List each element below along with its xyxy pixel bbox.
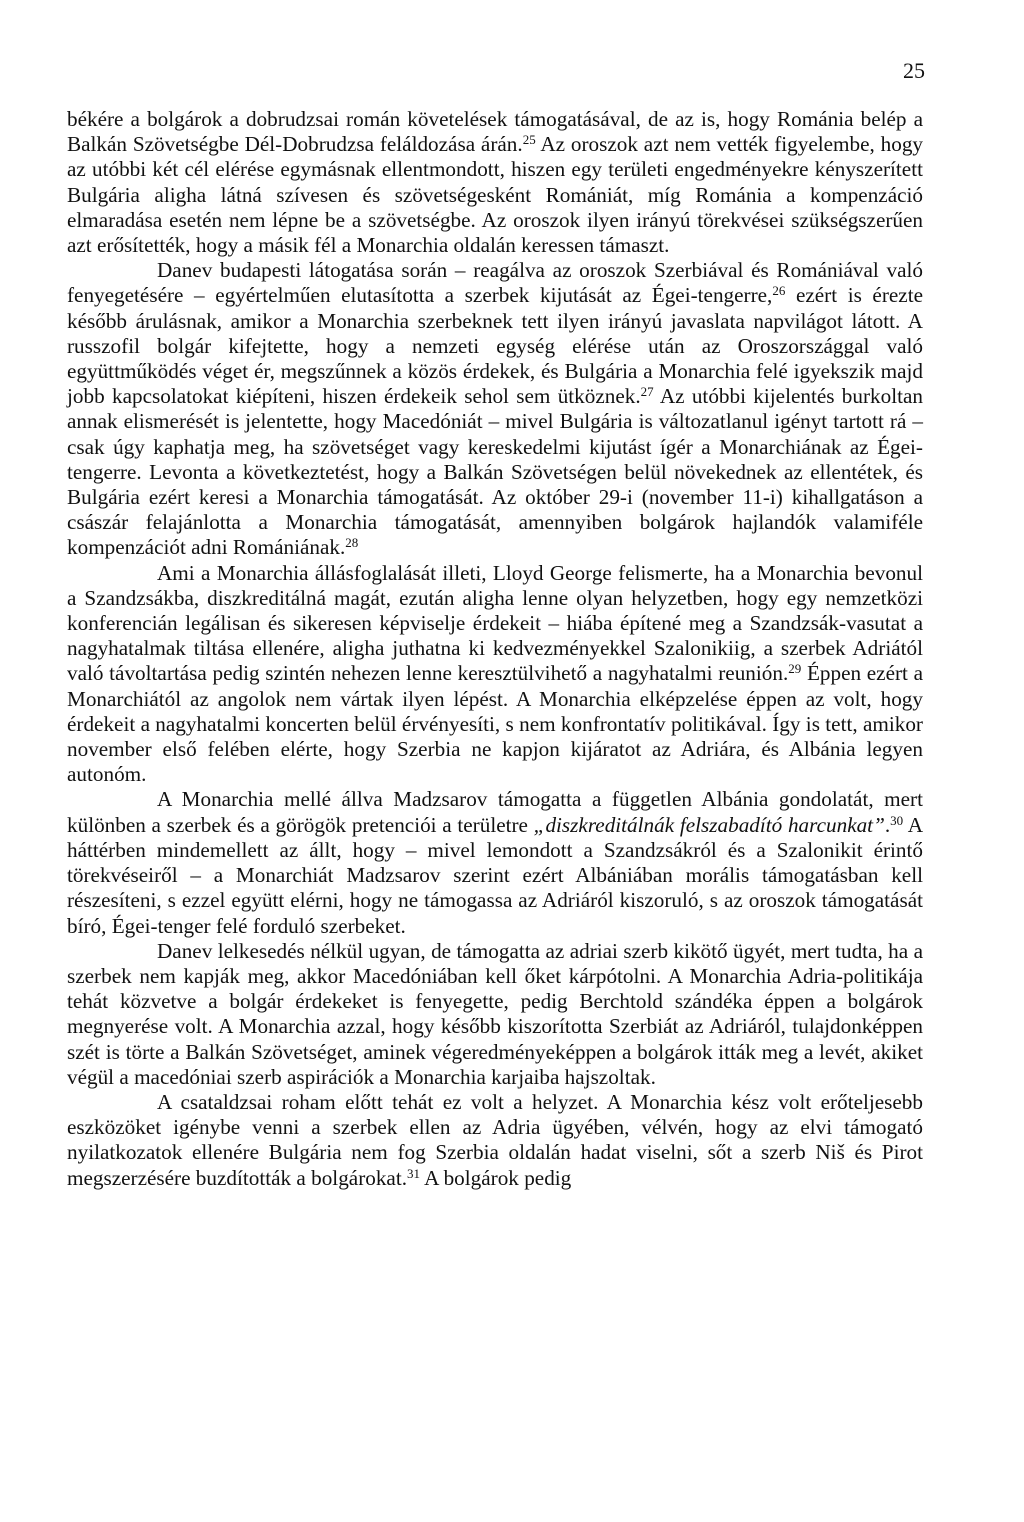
text-run: békére a bolgárok a dobrudzsai román követelések támogatásával, de az is, hogy Románia belép a Balkán Szövetségbe Dél-Dobrudzsa feláldozása árán. [67, 107, 923, 157]
text-run: A bolgárok pedig [420, 1165, 572, 1190]
paragraph [67, 561, 923, 788]
text-run: . [884, 812, 891, 837]
paragraph [67, 939, 923, 1090]
footnote-reference: 27 [640, 384, 654, 400]
text-run: Az oroszok azt nem vették figyelembe, hogy az utóbbi két cél elérése egymásnak ellentmondott, hiszen egy területi engedményekre kényszerített Bulgária aligha látná szívesen és szövetségesként Romániát, míg Románia a kompenzáció elmaradása esetén nem lépne be a szövetségbe. Az oroszok ilyen irányú törekvései szükségszerűen azt erősítették, hogy a másik fél a Monarchia oldalán keressen támaszt. [67, 132, 924, 258]
text-run: A Monarchia mellé állva Madzsarov támogatta a független Albánia gondolatát, mert különben a szerbek és a görögök pretenciói a területre [67, 787, 923, 837]
text-run: ezért is érezte később árulásnak, amikor a Monarchia szerbeknek tett ilyen irányú javaslata napvilágot látott. A russzofil bolgár kifejtette, hogy a nemzeti egység elérése után az Oroszországgal való együttműködés véget ér, megszűnnek a közös érdekek, és Bulgária a Monarchia felé igyekszik majd jobb kapcsolatokat kiépíteni, hiszen érdekeik sehol sem ütköznek. [67, 283, 923, 409]
footnote-reference: 29 [788, 661, 802, 677]
footnote-reference: 31 [407, 1165, 421, 1181]
italic-quote: „diszkreditálnák felszabadító harcunkat” [533, 812, 885, 837]
text-run: Danev lelkesedés nélkül ugyan, de támogatta az adriai szerb kikötő ügyét, mert tudta, ha a szerbek nem kapják meg, akkor Macedóniában kell őket kárpótolni. A Monarchia Adria-politikája tehát közvetve a bolgár érdekeket is fenyegette, pedig Berchtold szándéka éppen a bolgárok megnyerése volt. A Monarchia azzal, hogy később kiszorította Szerbiát az Adriáról, tulajdonképpen szét is törte a Balkán Szövetséget, aminek végeredményeképpen a bolgárok itták meg a levét, akiket végül a macedóniai szerb aspirációk a Monarchia karjaiba hajszoltak. [67, 938, 923, 1089]
paragraph [67, 107, 923, 258]
text-run: A csataldzsai roham előtt tehát ez volt a helyzet. A Monarchia kész volt erőteljesebb eszközöket igénybe venni a szerbek ellen az Adria ügyében, vélvén, hogy az elvi támogató nyilatkozatok ellenére Bulgária nem fog Szerbia oldalán hadat viselni, sőt a szerb Niš és Pirot megszerzésére buzdították a bolgárokat. [67, 1089, 923, 1190]
text-run: Ami a Monarchia állásfoglalását illeti, Lloyd George felismerte, ha a Monarchia bevonul a Szandzsákba, diszkreditálná magát, ezután aligha lenne olyan helyzetben, hogy egy nemzetközi konferencián legálisan és sikeresen képviselje érdekeit – hiába építené meg a Szandzsák-vasutat a nagyhatalmak tiltása ellenére, aligha juthatna ki kedvezményekkel Szalonikiig, a szerbek Adriától való távoltartása pedig szintén nehezen lenne keresztülvihető a nagyhatalmi reunión. [67, 560, 923, 686]
footnote-reference: 26 [772, 283, 786, 299]
page-number: 25 [903, 58, 925, 83]
paragraph [67, 787, 923, 938]
paragraph [67, 258, 923, 560]
text-run: Az utóbbi kijelentés burkoltan annak elismerését is jelentette, hogy Macedóniát – mivel Bulgária is változatlanul igényt tartott rá – csak úgy kaphatja meg, ha szövetséget vagy kereskedelmi kijutást ígér a Monarchiának az Égei-tengerre. Levonta a következtetést, hogy a Balkán Szövetségen belül növekednek az ellentétek, és Bulgária ezért keresi a Monarchia támogatását. Az október 29-i (november 11-i) kihallgatáson a császár felajánlotta a Monarchia támogatását, amennyiben bolgárok hajlandók valamiféle kompenzációt adni Romániának. [67, 384, 924, 560]
footnote-reference: 28 [345, 535, 359, 551]
text-run: Danev budapesti látogatása során – reagálva az oroszok Szerbiával és Romániával való fenyegetésére – egyértelműen elutasította a szerbek kijutását az Égei-tengerre, [67, 258, 923, 308]
footnote-reference: 25 [522, 132, 536, 148]
footnote-reference: 30 [890, 812, 904, 828]
text-run: Éppen ezért a Monarchiától az angolok nem vártak ilyen lépést. A Monarchia elképzelése éppen az volt, hogy érdekeit a nagyhatalmi koncerten belül érvényesíti, s nem konfrontatív politikával. Így is tett, amikor november első felében elérte, hogy Szerbia ne kapjon kijáratot az Adriára, és Albánia legyen autonóm. [67, 661, 924, 787]
paragraph [67, 1090, 923, 1191]
body-text [67, 107, 923, 1191]
text-run: A háttérben mindemellett az állt, hogy – mivel lemondott a Szandzsákról és a Szalonikit érintő törekvéseiről – a Monarchiát Madzsarov szerint ezért Albániában morális támogatásban kell részesíteni, s ezzel együtt elérni, hogy ne támogassa az Adriáról kiszoruló, s az oroszok támogatását bíró, Égei-tenger felé forduló szerbeket. [67, 812, 923, 938]
